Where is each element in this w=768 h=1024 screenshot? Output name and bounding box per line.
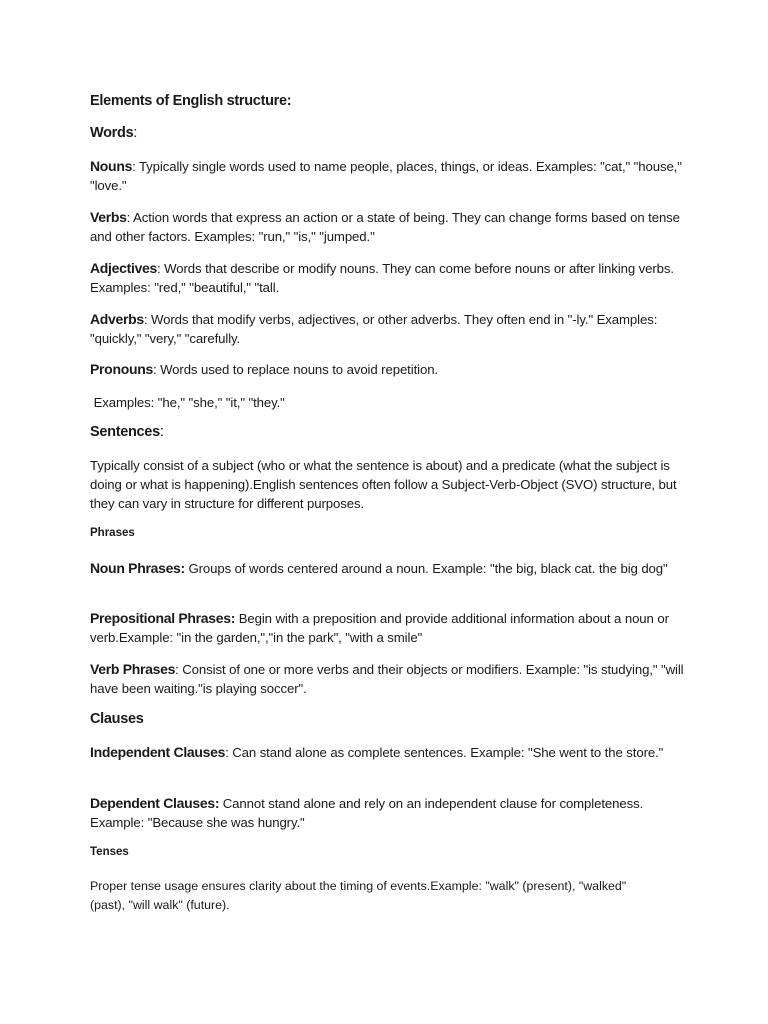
pronouns-paragraph <box>90 360 685 379</box>
prepositional-phrases-text: Begin with a preposition and provide additional information about a noun or verb.Example: "in the garden,","in the park", "with a smile" <box>90 611 669 645</box>
verbs-paragraph <box>90 208 685 246</box>
pronoun-examples: Examples: "he," "she," "it," "they." <box>90 395 285 410</box>
words-heading <box>90 125 685 141</box>
adverbs-paragraph <box>90 310 685 348</box>
words-heading-label: Words <box>90 125 134 141</box>
tenses-heading: Tenses <box>90 846 129 858</box>
document-title: Elements of English structure: <box>90 93 292 109</box>
tenses-paragraph: Proper tense usage ensures clarity about the timing of events.Example: "walk" (present), "walked" (past), "will walk" (future). <box>90 879 627 912</box>
nouns-text: : Typically single words used to name people, places, things, or ideas. Examples: "cat," "house," "love." <box>90 159 682 193</box>
words-heading-colon: : <box>133 125 138 141</box>
dependent-clauses-paragraph <box>90 794 685 832</box>
dependent-clauses-term: Dependent Clauses: <box>90 795 220 811</box>
independent-clauses-paragraph <box>90 743 685 762</box>
phrases-heading: Phrases <box>90 527 135 539</box>
adverbs-term: Adverbs <box>90 311 144 327</box>
dependent-clauses-text: Cannot stand alone and rely on an independent clause for completeness. Example: "Because she was hungry." <box>90 796 644 830</box>
adjectives-paragraph <box>90 259 685 297</box>
noun-phrases-term: Noun Phrases: <box>90 560 185 576</box>
nouns-paragraph <box>90 157 685 195</box>
verbs-text: : Action words that express an action or a state of being. They can change forms based on tense and other factors. Examples: "run," "is," "jumped." <box>90 210 680 244</box>
nouns-term: Nouns <box>90 158 133 174</box>
independent-clauses-text: : Can stand alone as complete sentences. Example: "She went to the store." <box>225 745 664 760</box>
adjectives-text: : Words that describe or modify nouns. They can come before nouns or after linking verbs. Examples: "red," "beautiful," "tall. <box>90 261 674 295</box>
adverbs-text: : Words that modify verbs, adjectives, or other adverbs. They often end in "-ly." Examples: "quickly," "very," "carefully. <box>90 312 658 346</box>
noun-phrases-paragraph <box>90 559 685 578</box>
sentences-heading-label: Sentences <box>90 424 160 440</box>
sentences-heading <box>90 424 685 440</box>
sentences-paragraph: Typically consist of a subject (who or what the sentence is about) and a predicate (what the subject is doing or what is happening).English sentences often follow a Subject-Verb-Object (SVO) structure, but they can vary in structure for different purposes. <box>90 458 677 511</box>
verb-phrases-term: Verb Phrases <box>90 661 176 677</box>
sentences-heading-colon: : <box>159 424 164 440</box>
prepositional-phrases-term: Prepositional Phrases: <box>90 610 236 626</box>
verbs-term: Verbs <box>90 209 127 225</box>
clauses-heading: Clauses <box>90 711 144 727</box>
verb-phrases-text: : Consist of one or more verbs and their objects or modifiers. Example: "is studying," "will have been waiting."is playing soccer". <box>90 662 684 696</box>
noun-phrases-text: Groups of words centered around a noun. Example: "the big, black cat. the big dog" <box>184 561 668 576</box>
pronouns-term: Pronouns <box>90 361 153 377</box>
prepositional-phrases-paragraph <box>90 609 685 647</box>
independent-clauses-term: Independent Clauses <box>90 744 226 760</box>
verb-phrases-paragraph <box>90 660 685 698</box>
adjectives-term: Adjectives <box>90 260 158 276</box>
pronouns-text: : Words used to replace nouns to avoid repetition. <box>152 362 438 377</box>
